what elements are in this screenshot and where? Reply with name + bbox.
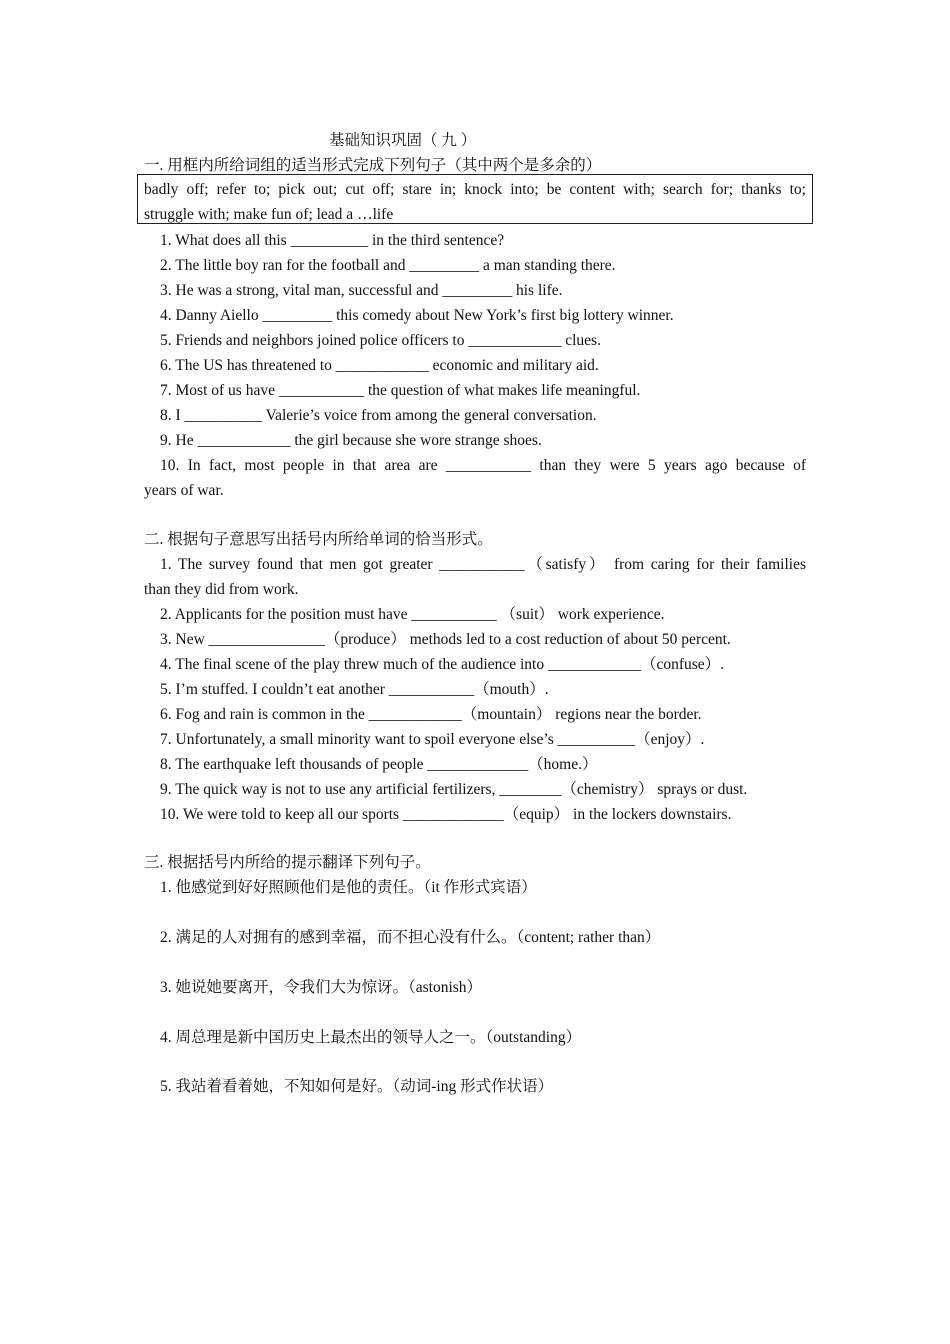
s3-translation-4: 4. 周总理是新中国历史上最杰出的领导人之一。（outstanding） [160, 1029, 582, 1046]
s1-question-10-cont: years of war. [144, 482, 224, 499]
word-bank-line-1: badly off; refer to; pick out; cut off; stare in; knock into; be content with; search for; thanks to; [144, 181, 806, 198]
s1-question-8: 8. I __________ Valerie’s voice from among the general conversation. [160, 407, 597, 424]
s1-question-4: 4. Danny Aiello _________ this comedy about New York’s first big lottery winner. [160, 307, 674, 324]
s1-question-2: 2. The little boy ran for the football and _________ a man standing there. [160, 257, 616, 274]
s1-question-3: 3. He was a strong, vital man, successful and _________ his life. [160, 282, 563, 299]
s2-question-1-cont: than they did from work. [144, 581, 299, 598]
s1-question-7: 7. Most of us have ___________ the question of what makes life meaningful. [160, 382, 641, 399]
s1-question-1: 1. What does all this __________ in the third sentence? [160, 232, 505, 249]
s2-question-4: 4. The final scene of the play threw much of the audience into ____________（confuse）. [160, 656, 725, 673]
s1-question-6: 6. The US has threatened to ____________ economic and military aid. [160, 357, 599, 374]
s2-question-6: 6. Fog and rain is common in the ____________（mountain） regions near the border. [160, 706, 702, 723]
word-bank-line-2: struggle with; make fun of; lead a …life [144, 206, 394, 223]
s3-translation-2: 2. 满足的人对拥有的感到幸福，而不担心没有什么。（content; rather than） [160, 929, 661, 946]
s1-question-10: 10. In fact, most people in that area are ___________ than they were 5 years ago because of [160, 457, 806, 474]
s2-question-5: 5. I’m stuffed. I couldn’t eat another ___________（mouth）. [160, 681, 549, 698]
s2-question-3: 3. New _______________（produce） methods led to a cost reduction of about 50 percent. [160, 631, 731, 648]
s3-translation-3: 3. 她说她要离开，令我们大为惊讶。（astonish） [160, 979, 483, 996]
s3-translation-1: 1. 他感觉到好好照顾他们是他的责任。（it 作形式宾语） [160, 879, 537, 896]
section1-heading: 一. 用框内所给词组的适当形式完成下列句子（其中两个是多余的） [144, 157, 602, 174]
s3-translation-5: 5. 我站着看着她，不知如何是好。（动词-ing 形式作状语） [160, 1078, 554, 1095]
s2-question-9: 9. The quick way is not to use any artificial fertilizers, ________（chemistry） sprays or dust. [160, 781, 748, 798]
s2-question-7: 7. Unfortunately, a small minority want to spoil everyone else’s __________（enjoy）. [160, 731, 705, 748]
s1-question-5: 5. Friends and neighbors joined police officers to ____________ clues. [160, 332, 601, 349]
section2-heading: 二. 根据句子意思写出括号内所给单词的恰当形式。 [144, 531, 493, 548]
word-bank-box [137, 174, 813, 224]
s2-question-8: 8. The earthquake left thousands of people _____________（home.） [160, 756, 598, 773]
s2-question-2: 2. Applicants for the position must have ___________ （suit） work experience. [160, 606, 665, 623]
section3-heading: 三. 根据括号内所给的提示翻译下列句子。 [144, 854, 431, 871]
s1-question-9: 9. He ____________ the girl because she wore strange shoes. [160, 432, 542, 449]
s2-question-10: 10. We were told to keep all our sports _____________（equip） in the lockers downstairs. [160, 806, 732, 823]
page-title: 基础知识巩固（ 九 ） [329, 132, 477, 149]
s2-question-1: 1. The survey found that men got greater ___________（satisfy） from caring for their families [160, 556, 806, 573]
